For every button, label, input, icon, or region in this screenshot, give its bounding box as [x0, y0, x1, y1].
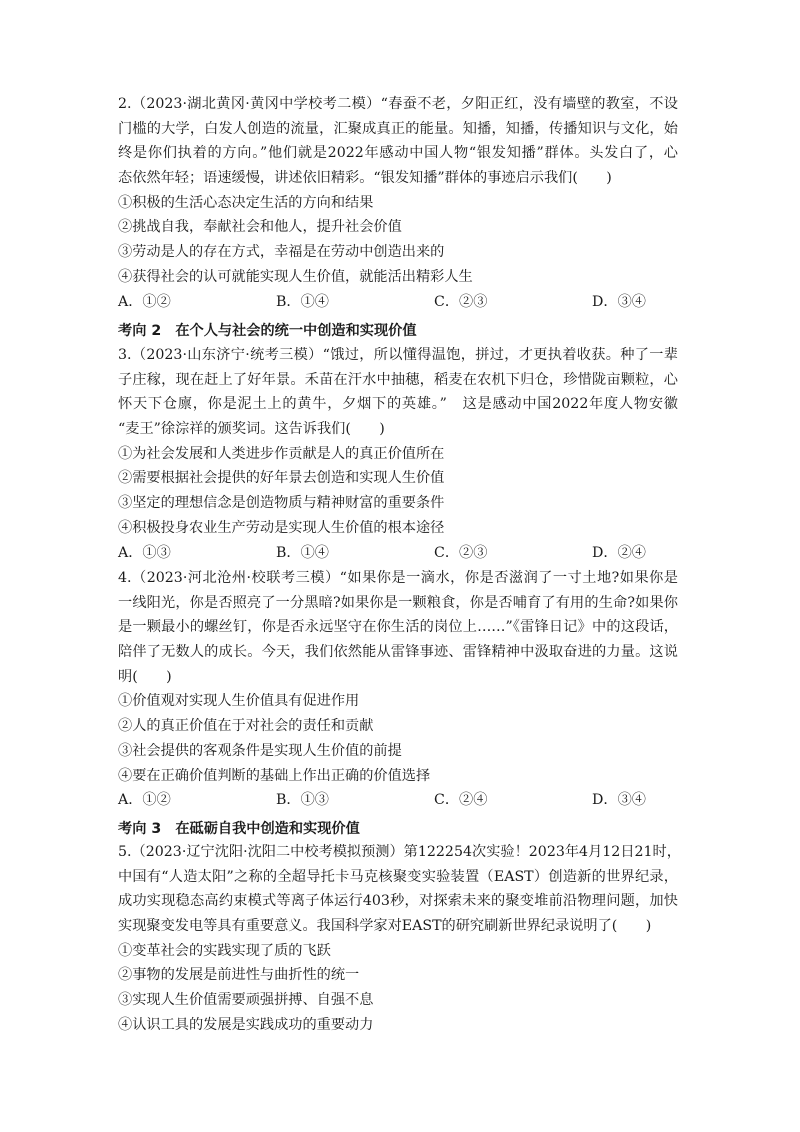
option-b: B．①④ — [276, 544, 329, 561]
question-stem-line: 终是你们执着的方向。”他们就是2022年感动中国人物“银发知播”群体。头发白了，心 — [118, 145, 678, 162]
question-stem-line: 实现聚变发电等具有重要意义。我国科学家对EAST的研究刷新世界纪录说明了( ) — [118, 918, 652, 935]
option-a: A．①② — [118, 792, 171, 809]
statement: ③坚定的理想信念是创造物质与精神财富的重要条件 — [118, 495, 445, 512]
option-d: D．③④ — [592, 293, 646, 310]
question-5 — [118, 840, 681, 1038]
statement: ①变革社会的实践实现了质的飞跃 — [118, 942, 331, 959]
statement: ①为社会发展和人类进步作贡献是人的真正价值所在 — [118, 445, 445, 462]
option-b: B．①③ — [276, 792, 329, 809]
question-stem-line: 子庄稼，现在赶上了好年景。禾苗在汗水中抽穗，稻麦在农机下归仓，珍惜陇亩颗粒，心 — [118, 371, 678, 388]
question-stem-line: 4.（2023·河北沧州·校联考三模）“如果你是一滴水，你是否滋润了一寸土地?如果你是 — [118, 570, 678, 586]
option-c: C．②④ — [434, 792, 488, 809]
question-3 — [118, 343, 678, 565]
statement: ③实现人生价值需要顽强拼搏、自强不息 — [118, 992, 374, 1009]
statement: ④要在正确价值判断的基础上作出正确的价值选择 — [118, 767, 431, 784]
question-stem-line: 明( ) — [118, 668, 172, 685]
answer-options — [118, 290, 678, 315]
statement: ④认识工具的发展是实践成功的重要动力 — [118, 1016, 374, 1033]
statement: ④积极投身农业生产劳动是实现人生价值的根本途径 — [118, 519, 445, 536]
option-a: A．①② — [118, 293, 171, 310]
statement: ①价值观对实现人生价值具有促进作用 — [118, 693, 360, 710]
question-stem-line: 门槛的大学，白发人创造的流量，汇聚成真正的能量。知播，知播，传播知识与文化，始 — [118, 120, 678, 137]
statement: ②挑战自我，奉献社会和他人，提升社会价值 — [118, 219, 402, 236]
question-stem-line: 2.（2023·湖北黄冈·黄冈中学校考二模）“春蚕不老，夕阳正红，没有墙壁的教室，不设 — [118, 96, 678, 112]
statement: ③劳动是人的存在方式，幸福是在劳动中创造出来的 — [118, 244, 445, 261]
question-2 — [118, 92, 678, 314]
question-stem-line: “麦王”徐淙祥的颁奖词。这告诉我们( ) — [118, 421, 385, 438]
question-stem-line: 一线阳光，你是否照亮了一分黑暗?如果你是一颗粮食，你是否哺育了有用的生命?如果你 — [118, 594, 678, 611]
answer-options — [118, 541, 678, 566]
question-stem-line: 态依然年轻；语速缓慢，讲述依旧精彩。“银发知播”群体的事迹启示我们( ) — [118, 170, 612, 187]
question-4 — [118, 566, 678, 813]
answer-options — [118, 788, 678, 813]
question-stem-line: 怀天下仓廪，你是泥土上的黄牛，夕烟下的英雄。” 这是感动中国2022年度人物安徽 — [118, 396, 678, 413]
question-stem-line: 是一颗最小的螺丝钉，你是否永远坚守在你生活的岗位上……”《雷锋日记》中的这段话， — [118, 619, 678, 636]
statement: ②需要根据社会提供的好年景去创造和实现人生价值 — [118, 470, 445, 487]
option-c: C．②③ — [434, 544, 488, 561]
question-stem-line: 5.（2023·辽宁沈阳·沈阳二中校考模拟预测）第122254次实验！2023年4月12日21时， — [118, 844, 681, 860]
option-d: D．③④ — [592, 792, 646, 809]
section-heading-2: 考向 2 在个人与社会的统一中创造和实现价值 — [118, 323, 417, 339]
question-stem-line: 陪伴了无数人的成长。今天，我们依然能从雷锋事迹、雷锋精神中汲取奋进的力量。这说 — [118, 644, 678, 661]
option-b: B．①④ — [276, 293, 329, 310]
statement: ①积极的生活心态决定生活的方向和结果 — [118, 194, 374, 211]
question-stem-line: 成功实现稳态高约束模式等离子体运行403秒，对探索未来的聚变堆前沿物理问题，加快 — [118, 893, 678, 910]
question-stem-line: 3.（2023·山东济宁·统考三模）“饿过，所以懂得温饱，拼过，才更执着收获。种了一辈 — [118, 347, 678, 363]
option-d: D．②④ — [592, 544, 646, 561]
option-a: A．①③ — [118, 544, 171, 561]
statement: ③社会提供的客观条件是实现人生价值的前提 — [118, 742, 402, 759]
option-c: C．②③ — [434, 293, 488, 310]
section-heading-3: 考向 3 在砥砺自我中创造和实现价值 — [118, 821, 360, 837]
statement: ②人的真正价值在于对社会的责任和贡献 — [118, 718, 374, 735]
question-stem-line: 中国有“人造太阳”之称的全超导托卡马克核聚变实验装置（EAST）创造新的世界纪录， — [118, 868, 678, 885]
statement: ④获得社会的认可就能实现人生价值，就能活出精彩人生 — [118, 268, 473, 285]
statement: ②事物的发展是前进性与曲折性的统一 — [118, 967, 360, 984]
